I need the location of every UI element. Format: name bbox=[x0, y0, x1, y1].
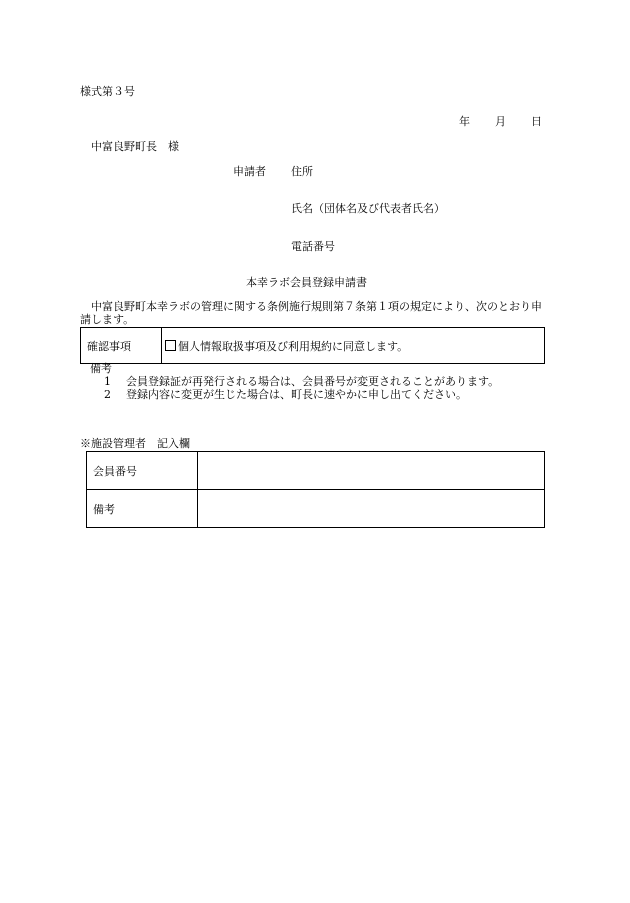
applicant-phone-label: 電話番号 bbox=[291, 240, 335, 253]
admin-row-member-number bbox=[87, 452, 545, 490]
applicant-name-label: 氏名（団体名及び代表者氏名） bbox=[291, 202, 445, 215]
date-month-label: 月 bbox=[495, 115, 506, 128]
note-number: 1 bbox=[104, 375, 111, 388]
date-year-label: 年 bbox=[459, 115, 470, 128]
addressee: 中富良野町長 様 bbox=[91, 140, 179, 153]
member-number-field[interactable] bbox=[198, 452, 545, 490]
document-title: 本幸ラボ会員登録申請書 bbox=[246, 276, 367, 289]
note-text: 会員登録証が再発行される場合は、会員番号が変更されることがあります。 bbox=[126, 375, 500, 388]
agree-checkbox[interactable] bbox=[165, 340, 176, 351]
confirmation-cell bbox=[162, 328, 545, 364]
confirmation-label: 確認事項 bbox=[81, 328, 162, 364]
form-number: 様式第３号 bbox=[80, 85, 135, 98]
note-number: 2 bbox=[104, 388, 111, 401]
remarks-field[interactable] bbox=[198, 490, 545, 528]
note-text: 登録内容に変更が生じた場合は、町長に速やかに申し出てください。 bbox=[126, 388, 467, 401]
applicant-label: 申請者 bbox=[233, 165, 266, 178]
confirmation-table bbox=[80, 327, 545, 364]
date-day-label: 日 bbox=[531, 115, 542, 128]
applicant-address-label: 住所 bbox=[291, 165, 313, 178]
body-paragraph bbox=[80, 300, 546, 326]
notes-heading: 備考 bbox=[90, 362, 112, 375]
remarks-label: 備考 bbox=[87, 490, 198, 528]
agree-checkbox-label: 個人情報取扱事項及び利用規約に同意します。 bbox=[178, 339, 409, 353]
admin-table bbox=[86, 451, 545, 528]
member-number-label: 会員番号 bbox=[87, 452, 198, 490]
admin-section-heading: ※施設管理者 記入欄 bbox=[80, 437, 190, 450]
body-text: 中富良野町本幸ラボの管理に関する条例施行規則第７条第１項の規定により、次のとおり申請します。 bbox=[80, 300, 542, 326]
admin-row-remarks bbox=[87, 490, 545, 528]
